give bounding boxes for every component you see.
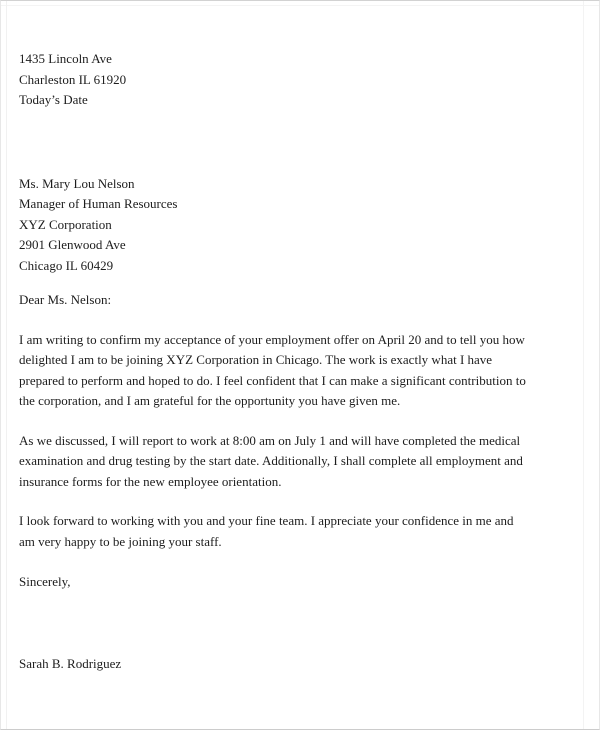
text-line: am very happy to be joining your staff. [19, 533, 222, 549]
body-paragraph-1 [19, 330, 585, 412]
text-line: I am writing to confirm my acceptance of your employment offer on April 20 and to tell you how [19, 331, 525, 347]
text-line: Manager of Human Resources [19, 196, 178, 211]
text-line: examination and drug testing by the start date. Additionally, I shall complete all employment and [19, 453, 523, 468]
closing: Sincerely, [19, 574, 71, 589]
letter-content [1, 1, 599, 674]
text-line: Today’s Date [19, 92, 88, 107]
text-line: prepared to perform and hoped to do. I feel confident that I can make a significant contribution to [19, 372, 526, 388]
text-line: delighted I am to be joining XYZ Corporation in Chicago. The work is exactly what I have [19, 352, 493, 367]
text-line: 1435 Lincoln Ave [19, 51, 112, 66]
page-edge-line [6, 1, 7, 729]
text-line: insurance forms for the new employee orientation. [19, 473, 282, 489]
body-paragraph-2 [19, 431, 585, 493]
page-edge-line [583, 1, 584, 729]
text-line: Ms. Mary Lou Nelson [19, 175, 135, 191]
text-line: I look forward to working with you and your fine team. I appreciate your confidence in me and [19, 513, 514, 528]
text-line: Chicago IL 60429 [19, 257, 114, 273]
page-edge-line [1, 5, 599, 6]
text-line: 2901 Glenwood Ave [19, 237, 126, 252]
text-line: As we discussed, I will report to work at 8:00 am on July 1 and will have completed the medical [19, 432, 521, 448]
salutation: Dear Ms. Nelson: [19, 292, 112, 307]
text-line: Charleston IL 61920 [19, 71, 127, 87]
sender-address-block [19, 49, 585, 111]
body-paragraph-3 [19, 511, 585, 552]
text-line: XYZ Corporation [19, 216, 112, 232]
text-line: the corporation, and I am grateful for the opportunity you have given me. [19, 393, 401, 408]
recipient-address-block [19, 174, 585, 277]
signature-name: Sarah B. Rodriguez [19, 655, 122, 671]
